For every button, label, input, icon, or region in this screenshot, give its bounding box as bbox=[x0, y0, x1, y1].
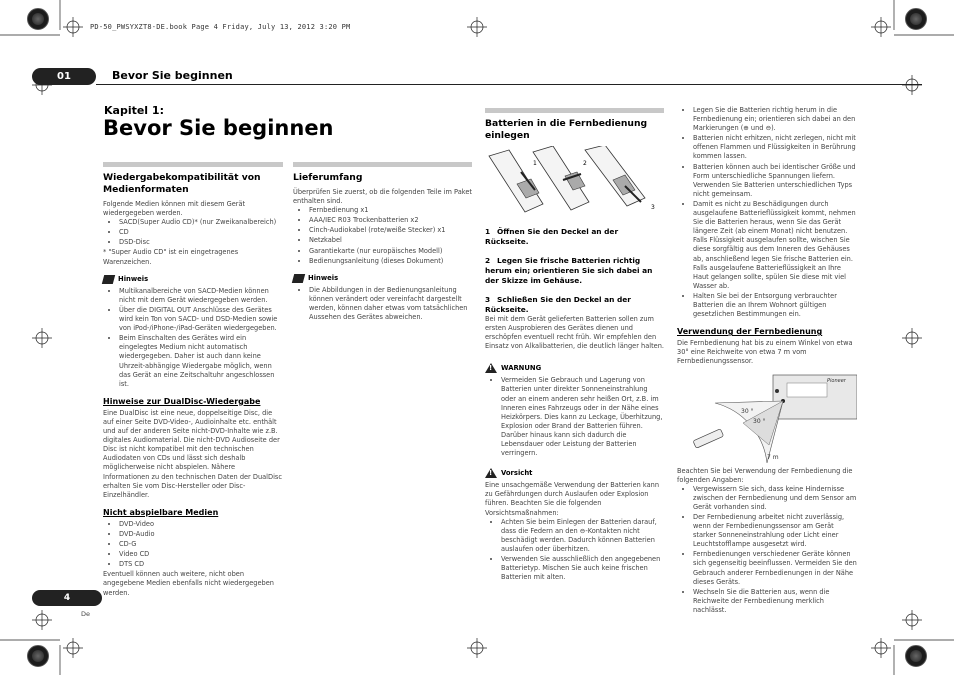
column-4 bbox=[677, 106, 857, 616]
page-title: Bevor Sie beginnen bbox=[103, 116, 334, 140]
usage-intro: Beachten Sie bei Verwendung der Fernbedienung die folgenden Angaben: bbox=[677, 466, 853, 484]
distance-label: 7 m bbox=[767, 453, 779, 461]
list-item: • Batterien nicht erhitzen, nicht zerlegen, nicht mit offenen Flammen und Flüssigkeiten in Berührung kommen lassen. bbox=[693, 134, 857, 161]
list-item: • Die Abbildungen in der Bedienungsanleitung können verändert oder vereinfacht dargestellt werden, können daher etwas vom tatsächlichen Aussehen des Gerätes abweichen. bbox=[309, 286, 472, 322]
list-item: • Wechseln Sie die Batterien aus, wenn die Reichweite der Fernbedienung merklich nachlässt. bbox=[693, 588, 857, 615]
note-list bbox=[103, 287, 283, 389]
chapter-tab-title: Bevor Sie beginnen bbox=[112, 69, 233, 82]
contents-intro: Überprüfen Sie zuerst, ob die folgenden Teile im Paket enthalten sind. bbox=[293, 188, 472, 206]
list-item: • Cinch-Audiokabel (rote/weiße Stecker) x1 bbox=[309, 226, 472, 235]
footnote: * "Super Audio CD" ist ein eingetragenes Warenzeichen. bbox=[103, 248, 239, 266]
media-list bbox=[103, 218, 283, 247]
list-item: • Über die DIGITAL OUT Anschlüsse des Gerätes wird kein Ton von SACD- und DSD-Medien sowie von iPod-/iPhone-/iPad-Geräten wiedergegeben. bbox=[119, 306, 283, 333]
contents-list bbox=[293, 206, 472, 266]
list-item: • Verwenden Sie ausschließlich den angegebenen Batterietyp. Mischen Sie auch keine frischen Batterien mit alten. bbox=[501, 555, 664, 582]
list-item: • Der Fernbedienung arbeitet nicht zuverlässig, wenn der Fernbedienungssensor am Gerät starker Sonneneinstrahlung oder Licht einer Leuchtstofflampe ausgesetzt wird. bbox=[693, 513, 857, 549]
section-bar bbox=[485, 108, 664, 113]
usage-heading: Verwendung der Fernbedienung bbox=[677, 327, 823, 337]
dualdisc-heading: Hinweise zur DualDisc-Wiedergabe bbox=[103, 396, 261, 406]
usage-bullets bbox=[677, 485, 857, 615]
section-heading-compat: Wiedergabekompatibilität von Medienformaten bbox=[103, 172, 261, 195]
list-item: • Beim Einschalten des Gerätes wird ein eingelegtes Medium nicht automatisch wiedergegeben. Daher ist auch dann keine Uhrzeit-abhängige Wiedergabe möglich, wenn das Gerät an eine Zeitschaltuhr angeschlossen ist. bbox=[119, 334, 283, 389]
note-icon bbox=[102, 275, 115, 284]
step-3: 3 Schließen Sie den Deckel an der Rückseite. bbox=[485, 295, 631, 314]
section-heading-batteries: Batterien in die Fernbedienung einlegen bbox=[485, 118, 648, 141]
figure-label: 3 bbox=[651, 204, 655, 211]
warning-list bbox=[485, 376, 664, 458]
list-item: • Fernbedienung x1 bbox=[309, 206, 472, 215]
compat-intro: Folgende Medien können mit diesem Gerät wiedergegeben werden. bbox=[103, 200, 246, 218]
after-steps-text: Bei mit dem Gerät gelieferten Batterien sollen zum ersten Ausprobieren des Gerätes dienen und erschöpfen eventuell recht früh. Wir empfehlen den Einsatz von Alkalibatterien, die deutlich länger halten. bbox=[485, 315, 664, 351]
chapter-number: 01 bbox=[32, 68, 96, 85]
figure-label: 2 bbox=[583, 160, 587, 167]
caution-list bbox=[485, 518, 664, 583]
caution-icon bbox=[485, 468, 497, 478]
note-heading bbox=[103, 275, 283, 284]
list-item: • SACD(Super Audio CD)* (nur Zweikanalbereich) bbox=[119, 218, 283, 227]
battery-insertion-illustration bbox=[485, 146, 664, 218]
list-item: • AAA/IEC R03 Trockenbatterien x2 bbox=[309, 216, 472, 225]
list-item: • DSD-Disc bbox=[119, 238, 283, 247]
caution-heading bbox=[485, 468, 664, 478]
unplayable-list bbox=[103, 520, 283, 569]
list-item: • Fernbedienungen verschiedener Geräte können sich gegenseitig beeinflussen. Vermeiden Sie den Gebrauch anderer Fernbedienungen in der Nähe dieses Geräts. bbox=[693, 550, 857, 586]
note-heading bbox=[293, 274, 472, 283]
list-item: • Bedienungsanleitung (dieses Dokument) bbox=[309, 257, 472, 266]
warning-label: WARNUNG bbox=[501, 363, 542, 372]
unplayable-heading: Nicht abspielbare Medien bbox=[103, 507, 219, 517]
list-item: • Multikanalbereiche von SACD-Medien können nicht mit dem Gerät wiedergegeben werden. bbox=[119, 287, 283, 305]
player-display bbox=[787, 383, 827, 397]
angle-label: 30 ° bbox=[741, 407, 754, 415]
page-language: De bbox=[81, 610, 91, 618]
list-item: • Batterien können auch bei identischer Größe und Form unterschiedliche Spannungen liefern. Verwenden Sie Batterien unterschiedlichen Typs nicht gemeinsam. bbox=[693, 163, 857, 199]
remote-control-icon bbox=[693, 428, 724, 448]
section-bar bbox=[103, 162, 283, 167]
list-item: • Video CD bbox=[119, 550, 283, 559]
caution-label: Vorsicht bbox=[501, 468, 533, 477]
chapter-tab-bar bbox=[32, 68, 922, 85]
list-item: • Achten Sie beim Einlegen der Batterien darauf, dass die Federn an den ⊖-Kontakten nicht beschädigt werden. Dadurch können Batterien auslaufen oder überhitzen. bbox=[501, 518, 664, 554]
step-1: 1 Öffnen Sie den Deckel an der Rückseite. bbox=[485, 227, 619, 246]
remote-range-illustration bbox=[677, 373, 857, 463]
battery-bullets bbox=[677, 106, 857, 319]
warning-icon bbox=[485, 363, 497, 373]
usage-text: Die Fernbedienung hat bis zu einem Winkel von etwa 30° eine Reichweite von etwa 7 m vom Fernbedienungssensor. bbox=[677, 339, 853, 366]
unplayable-footer: Eventuell können auch weitere, nicht oben angegebene Medien ebenfalls nicht wiedergegeben werden. bbox=[103, 570, 274, 597]
chapter-label: Kapitel 1: bbox=[104, 104, 164, 117]
note-icon bbox=[292, 274, 305, 283]
step-2: 2 Legen Sie frische Batterien richtig herum ein; orientieren Sie sich dabei an der Skizze im Gehäuse. bbox=[485, 256, 653, 285]
column-1 bbox=[103, 162, 283, 598]
section-bar bbox=[293, 162, 472, 167]
figure-label: 1 bbox=[533, 160, 537, 167]
list-item: • CD-G bbox=[119, 540, 283, 549]
note-label: Hinweis bbox=[118, 274, 149, 283]
page-number: 4 bbox=[32, 590, 102, 606]
list-item: • Halten Sie bei der Entsorgung verbrauchter Batterien die an Ihrem Wohnort gültigen gesetzlichen Bestimmungen ein. bbox=[693, 292, 857, 319]
note-list bbox=[293, 286, 472, 322]
list-item: • CD bbox=[119, 228, 283, 237]
note-label: Hinweis bbox=[308, 273, 339, 282]
power-button-icon bbox=[775, 389, 779, 393]
file-header: PD-50_PWSYXZT8-DE.book Page 4 Friday, July 13, 2012 3:20 PM bbox=[90, 23, 351, 31]
warning-heading bbox=[485, 363, 664, 373]
section-heading-contents: Lieferumfang bbox=[293, 172, 363, 183]
caution-intro: Eine unsachgemäße Verwendung der Batterien kann zu Gefährdungen durch Auslaufen oder Explosion führen. Beachten Sie die folgenden Vorsichtsmaßnahmen: bbox=[485, 481, 660, 517]
column-3 bbox=[485, 108, 664, 583]
list-item: • Garantiekarte (nur europäisches Modell) bbox=[309, 247, 472, 256]
column-2 bbox=[293, 162, 472, 323]
header-rule bbox=[96, 84, 922, 85]
dualdisc-text: Eine DualDisc ist eine neue, doppelseitige Disc, die auf einer Seite DVD-Video-, Audioinhalte etc. enthält und auf der anderen Seite nicht-DVD-Inhalte wie z.B. digitales Audiomaterial. Die nicht-DVD Audioseite der Disc ist nicht kompatibel mit den technischen Audiodaten von CDs und lässt sich deshalb möglicherweise nicht abspielen. Nähere Informationen zu den technischen Daten der DualDisc erhalten Sie vom Disc-Hersteller oder Disc-Einzelhändler. bbox=[103, 408, 282, 499]
list-item: • DVD-Video bbox=[119, 520, 283, 529]
list-item: • DVD-Audio bbox=[119, 530, 283, 539]
list-item: • DTS CD bbox=[119, 560, 283, 569]
list-item: • Damit es nicht zu Beschädigungen durch ausgelaufene Batterieflüssigkeit kommt, nehmen Sie die Batterien heraus, wenn Sie das Gerät längere Zeit (ab einem Monat) nicht benutzen. Falls Flüssigkeit ausgelaufen sollte, wischen Sie diese sorgfältig aus dem Inneren des Gehäuses ab, anschließend legen Sie frische Batterien ein. Falls ausgelaufene Batterieflüssigkeit an Ihre Haut gelangen sollte, spülen Sie diese mit viel Wasser ab. bbox=[693, 200, 857, 291]
angle-label: 30 ° bbox=[753, 417, 766, 425]
list-item: • Legen Sie die Batterien richtig herum in die Fernbedienung ein; orientieren sich dabei an den Markierungen (⊕ und ⊖). bbox=[693, 106, 857, 133]
list-item: • Vergewissern Sie sich, dass keine Hindernisse zwischen der Fernbedienung und dem Sensor am Gerät vorhanden sind. bbox=[693, 485, 857, 512]
list-item: • Netzkabel bbox=[309, 236, 472, 245]
brand-logo: Pioneer bbox=[827, 377, 846, 384]
list-item: • Vermeiden Sie Gebrauch und Lagerung von Batterien unter direkter Sonneneinstrahlung oder an einem anderen sehr heißen Ort, z.B. im Inneren eines Fahrzeugs oder in der Nähe eines Heizkörpers. Dies kann zu Leckage, Überhitzung, Explosion oder Brand der Batterien führen. Darüber hinaus kann sich dadurch die Lebensdauer oder Leistung der Batterien verringern. bbox=[501, 376, 664, 458]
